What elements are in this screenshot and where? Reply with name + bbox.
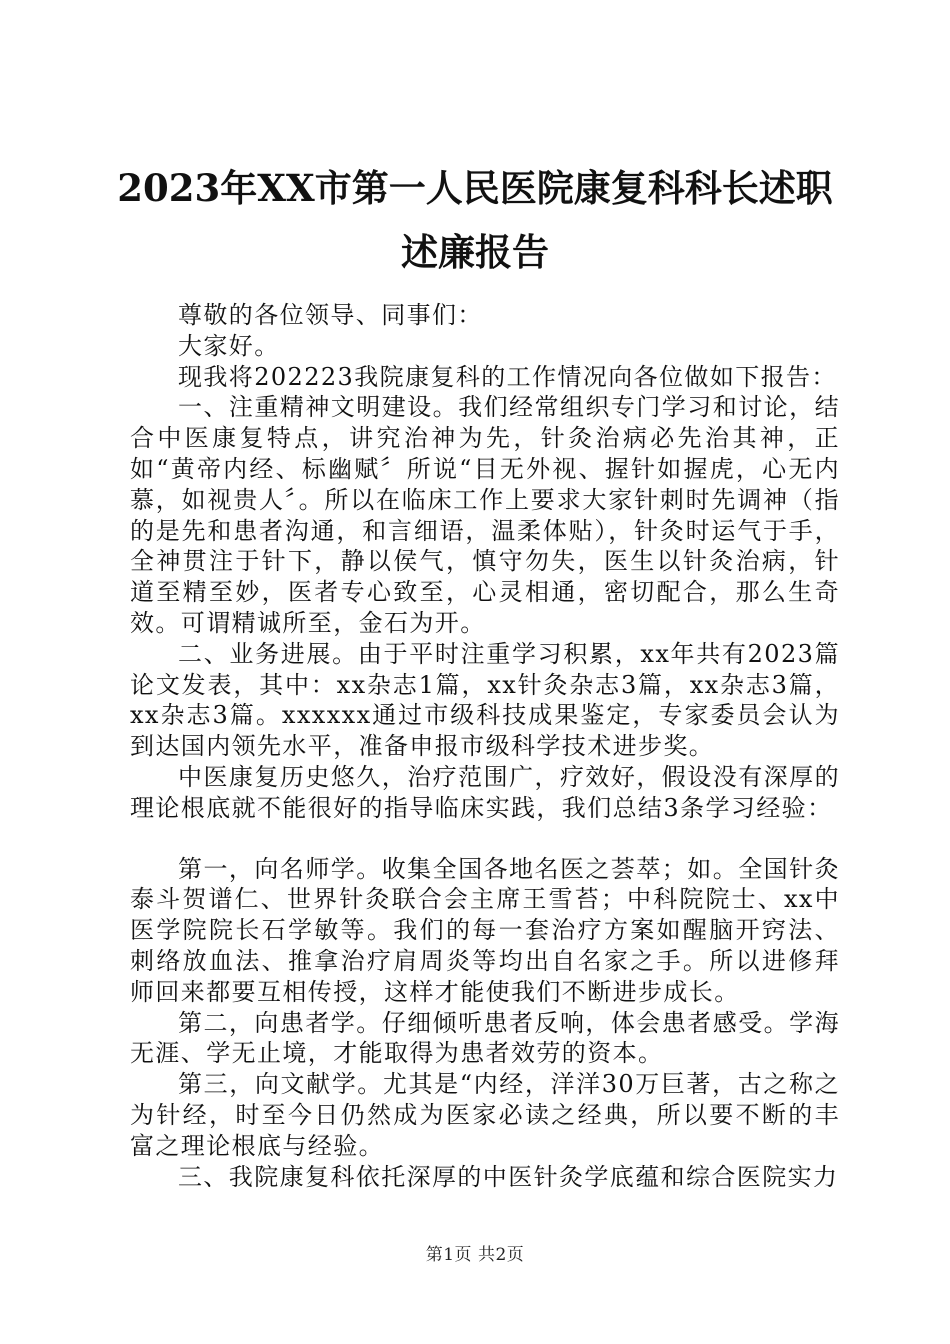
paragraph-first-lesson: 第一，向名师学。收集全国各地名医之荟萃；如。全国针灸泰斗贺谱仁、世界针灸联合会主席王雪苔；中科院院士、xx中医学院院长石学敏等。我们的每一套治疗方案如醒脑开窍法、刺络放血法、推拿治疗肩周炎等均出自名家之手。所以进修拜师回来都要互相传授，这样才能使我们不断进步成长。 <box>130 854 840 1006</box>
document-title: 2023年XX市第一人民医院康复科科长述职述廉报告 <box>117 166 833 274</box>
paragraph-greeting: 大家好。 <box>178 331 280 360</box>
paragraph-section-one: 一、注重精神文明建设。我们经常组织专门学习和讨论，结合中医康复特点，讲究治神为先，针灸治病必先治其神，正如“黄帝内经、标幽赋〞所说“目无外视、握针如握虎，心无内慕，如视贵人〞。所以在临床工作上要求大家针刺时先调神（指的是先和患者沟通，和言细语，温柔体贴），针灸时运气于手，全神贯注于针下，静以侯气，慎守勿失，医生以针灸治病，针道至精至妙，医者专心致至，心灵相通，密切配合，那么生奇效。可谓精诚所至，金石为开。 <box>130 393 840 637</box>
page-number: 第1页 共2页 <box>425 1245 525 1265</box>
paragraph-second-lesson: 第二，向患者学。仔细倾听患者反响，体会患者感受。学海无涯、学无止境，才能取得为患者效劳的资本。 <box>130 1008 840 1068</box>
paragraph-section-three: 三、我院康复科依托深厚的中医针灸学底蕴和综合医院实力 <box>178 1162 839 1191</box>
paragraph-intro: 现我将202223我院康复科的工作情况向各位做如下报告： <box>178 362 837 391</box>
paragraph-third-lesson: 第三，向文献学。尤其是“内经，洋洋30万巨著，古之称之为针经，时至今日仍然成为医家必读之经典，所以要不断的丰富之理论根底与经验。 <box>130 1070 840 1160</box>
paragraph-section-two: 二、业务进展。由于平时注重学习积累，xx年共有2023篇论文发表，其中：xx杂志1篇，xx针灸杂志3篇，xx杂志3篇，xx杂志3篇。xxxxxx通过市级科技成果鉴定，专家委员会认为到达国内领先水平，准备申报市级科学技术进步奖。 <box>130 639 840 761</box>
paragraph-learning-summary: 中医康复历史悠久，治疗范围广，疗效好，假设没有深厚的理论根底就不能很好的指导临床实践，我们总结3条学习经验： <box>130 762 840 822</box>
paragraph-salutation: 尊敬的各位领导、同事们： <box>178 301 483 329</box>
document-body <box>130 300 840 1192</box>
